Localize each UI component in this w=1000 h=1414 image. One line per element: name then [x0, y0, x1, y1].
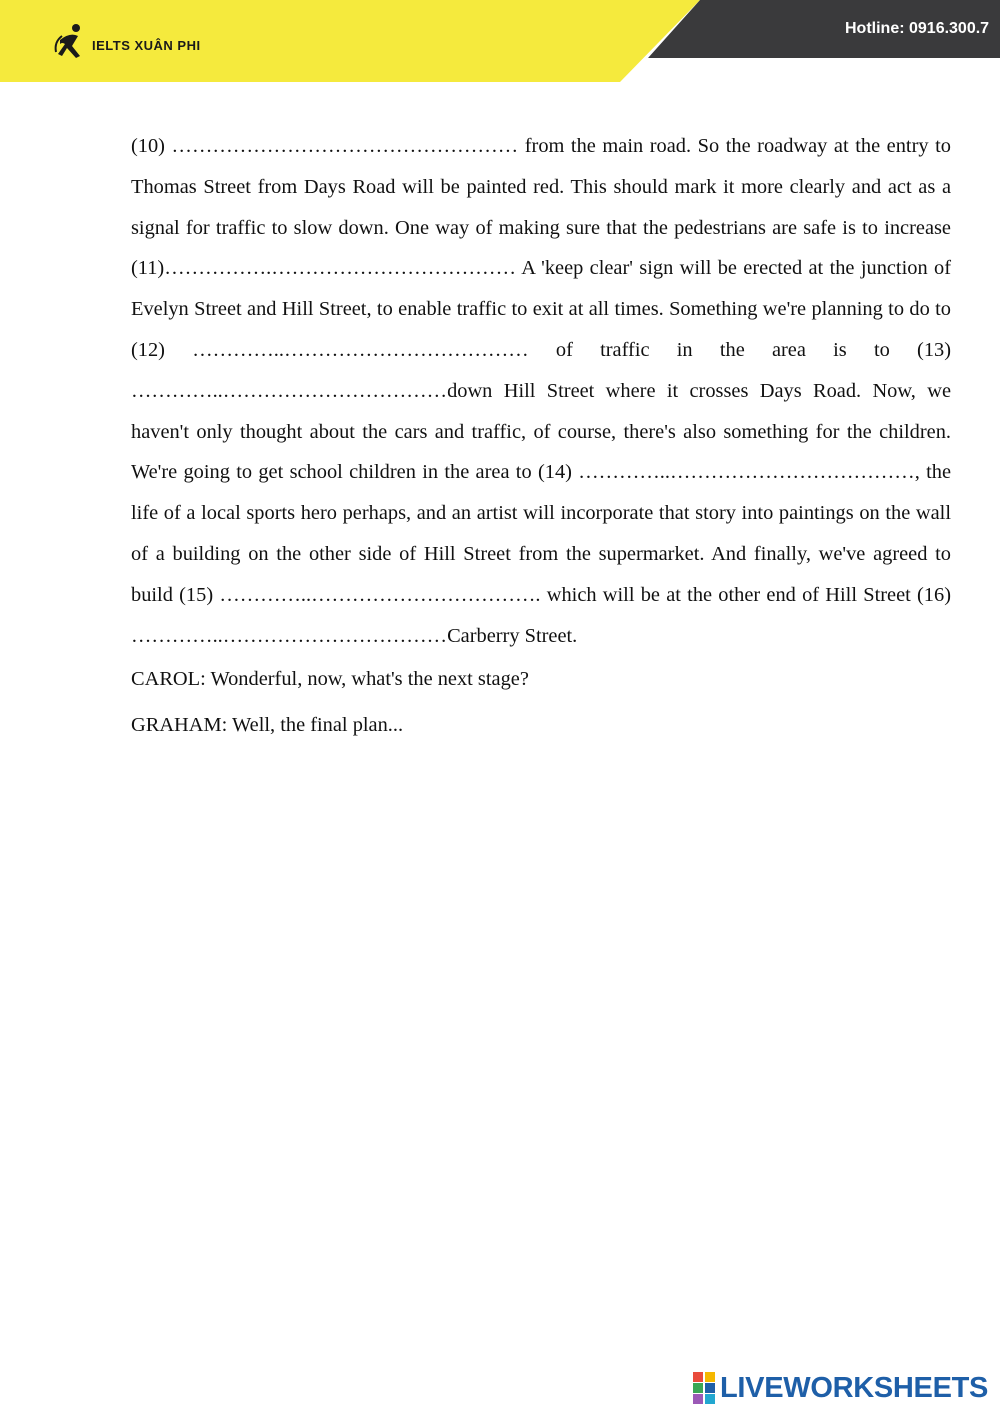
answer-blank-16[interactable]: …………..……………………………	[131, 624, 448, 647]
passage-paragraph	[131, 126, 951, 656]
answer-blank-13[interactable]: …………..……………………………	[131, 379, 448, 402]
liveworksheets-blocks-icon	[692, 1370, 716, 1406]
worksheet-content	[131, 126, 951, 748]
runner-logo-icon	[52, 22, 90, 62]
passage-text: down Hill Street where it crosses Days Road. Now, we haven't only thought about the cars and traffic, of course, there's also something for the children. We're going to get school children in the area to	[131, 379, 951, 484]
question-number-10: (10)	[131, 135, 165, 157]
question-number-15: (15)	[179, 583, 214, 606]
question-number-16: (16)	[917, 583, 951, 606]
question-number-12: (12)	[131, 338, 165, 361]
liveworksheets-wordmark: LIVEWORKSHEETS	[720, 1371, 989, 1404]
dialogue-line-carol: CAROL: Wonderful, now, what's the next stage?	[131, 668, 529, 691]
answer-blank-10[interactable]: ……………………………………………	[171, 135, 519, 157]
hotline-text: Hotline: 0916.300.7	[845, 20, 990, 37]
brand-logo	[52, 22, 201, 62]
question-number-14: (14)	[537, 461, 572, 484]
answer-blank-14[interactable]: …………..………………………………	[578, 461, 915, 484]
answer-blank-15[interactable]: …………..…………………………….	[219, 583, 541, 606]
passage-text: A 'keep clear' sign will be erected at the junction of Evelyn Street and Hill Street, to enable traffic to exit at all times. Something we're planning to do to	[131, 257, 951, 321]
dialogue-line-graham: GRAHAM: Well, the final plan...	[131, 714, 404, 737]
passage-text: which will be at the other end of Hill Street	[540, 583, 918, 606]
answer-blank-11[interactable]: …………….………………………………	[164, 257, 516, 280]
question-number-11: (11)	[131, 257, 165, 280]
question-number-13: (13)	[917, 338, 952, 361]
liveworksheets-logo	[692, 1370, 988, 1406]
page-header	[0, 0, 1000, 84]
answer-blank-12[interactable]: …………..………………………………	[192, 338, 529, 361]
brand-name: IELTS XUÂN PHI	[92, 37, 201, 53]
passage-text: , the life of a local sports hero perhaps, and an artist will incorporate that story into paintings on the wall of a building on the other side of Hill Street from the supermarket. And finally, we've agreed to build	[131, 461, 951, 606]
passage-text: of traffic in the area is to	[528, 338, 918, 361]
passage-text: from the main road. So the roadway at the entry to Thomas Street from Days Road will be painted red. This should mark it more clearly and act as a signal for traffic to slow down. One way of making sure that the pedestrians are safe is to increase	[131, 135, 951, 239]
passage-text: Carberry Street.	[447, 624, 578, 647]
